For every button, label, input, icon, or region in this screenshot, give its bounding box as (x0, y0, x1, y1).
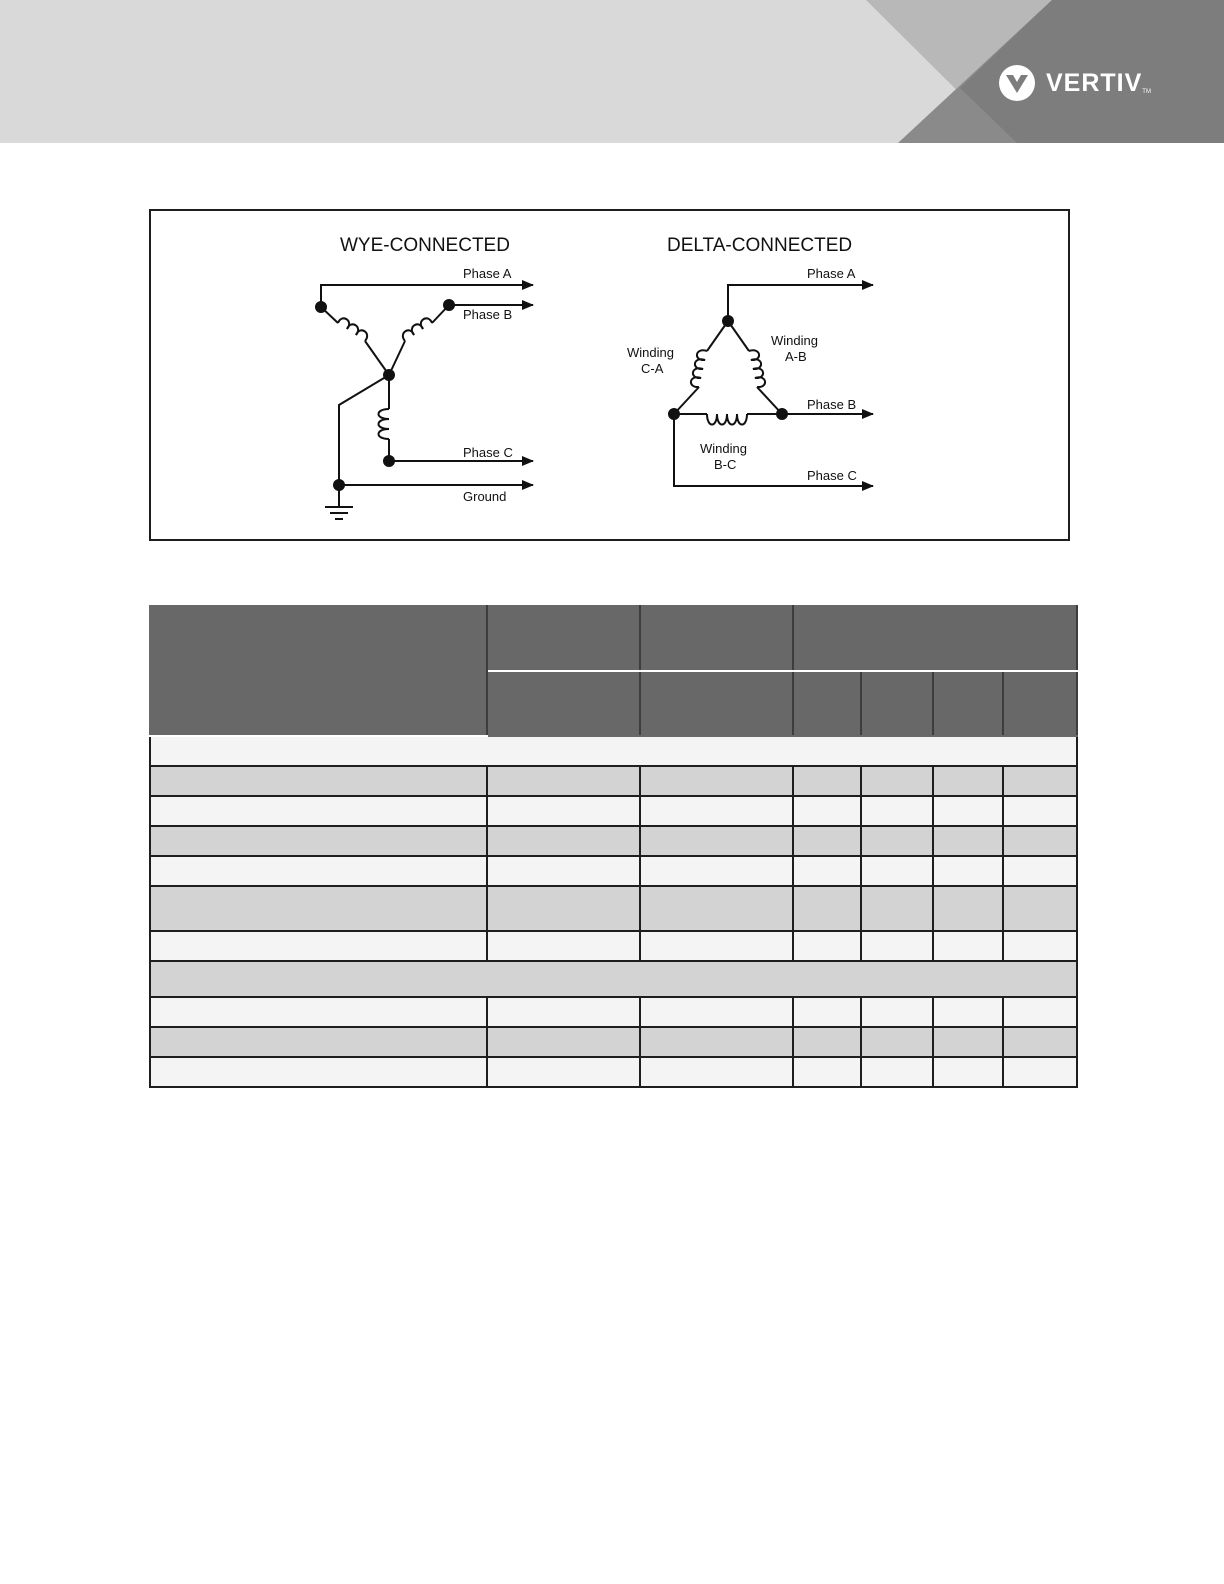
table-row (150, 1027, 1077, 1057)
delta-winding-bc-label-2: B-C (714, 457, 737, 472)
wiring-diagram-svg (151, 211, 1072, 543)
delta-winding-ab (749, 350, 765, 387)
wye-phase-b-label: Phase B (463, 307, 513, 322)
delta-winding-ab-label-1: Winding (771, 333, 818, 348)
brand-name: VERTIV (1046, 68, 1143, 97)
table-header-cell (793, 671, 861, 736)
vertiv-logo (998, 65, 1151, 101)
wye-phase-a-label: Phase A (463, 266, 512, 281)
table-row (150, 931, 1077, 961)
wye-phase-a-line (321, 285, 533, 307)
wiring-diagram (149, 209, 1070, 541)
wye-coil-b (403, 318, 432, 341)
table-header-cell (640, 671, 793, 736)
table-section-row (150, 736, 1077, 766)
table-row (150, 997, 1077, 1027)
table-header-cell (861, 671, 933, 736)
brand-trademark: TM (1142, 89, 1151, 95)
vertiv-logo-icon (998, 65, 1036, 101)
wye-coil-a (338, 318, 367, 341)
delta-winding-bc (707, 414, 747, 425)
delta-winding-ca-label-1: Winding (627, 345, 674, 360)
table-row (150, 826, 1077, 856)
table-header-cell (793, 606, 1077, 671)
delta-winding-ca-label-2: C-A (641, 361, 664, 376)
table-header-row (150, 606, 1077, 671)
wye-ground-label: Ground (463, 489, 507, 504)
delta-phase-c-label: Phase C (807, 468, 857, 483)
delta-phase-a-label: Phase A (807, 266, 856, 281)
delta-phase-b-label: Phase B (807, 397, 857, 412)
page-header (0, 0, 1224, 143)
specs-table (149, 605, 1078, 1088)
table-row (150, 796, 1077, 826)
table-header-cell (487, 671, 640, 736)
table-header-cell (1003, 671, 1077, 736)
table-section-row (150, 961, 1077, 997)
delta-winding-bc-label-1: Winding (700, 441, 747, 456)
delta-nodes (668, 315, 788, 420)
table-row (150, 856, 1077, 886)
table-row (150, 1057, 1077, 1087)
wye-title: WYE-CONNECTED (340, 235, 510, 256)
delta-title: DELTA-CONNECTED (667, 235, 853, 256)
delta-winding-ca (691, 350, 707, 387)
table-header-cell (933, 671, 1003, 736)
table-row (150, 886, 1077, 931)
delta-winding-ab-label-2: A-B (785, 349, 807, 364)
table-header-cell (150, 606, 487, 736)
table-row (150, 766, 1077, 796)
delta-phase-a-line (728, 285, 873, 321)
table-header-cell (487, 606, 640, 671)
wye-nodes (315, 299, 455, 491)
wye-coil-c (379, 409, 390, 439)
table-header-cell (640, 606, 793, 671)
wye-phase-c-label: Phase C (463, 445, 513, 460)
